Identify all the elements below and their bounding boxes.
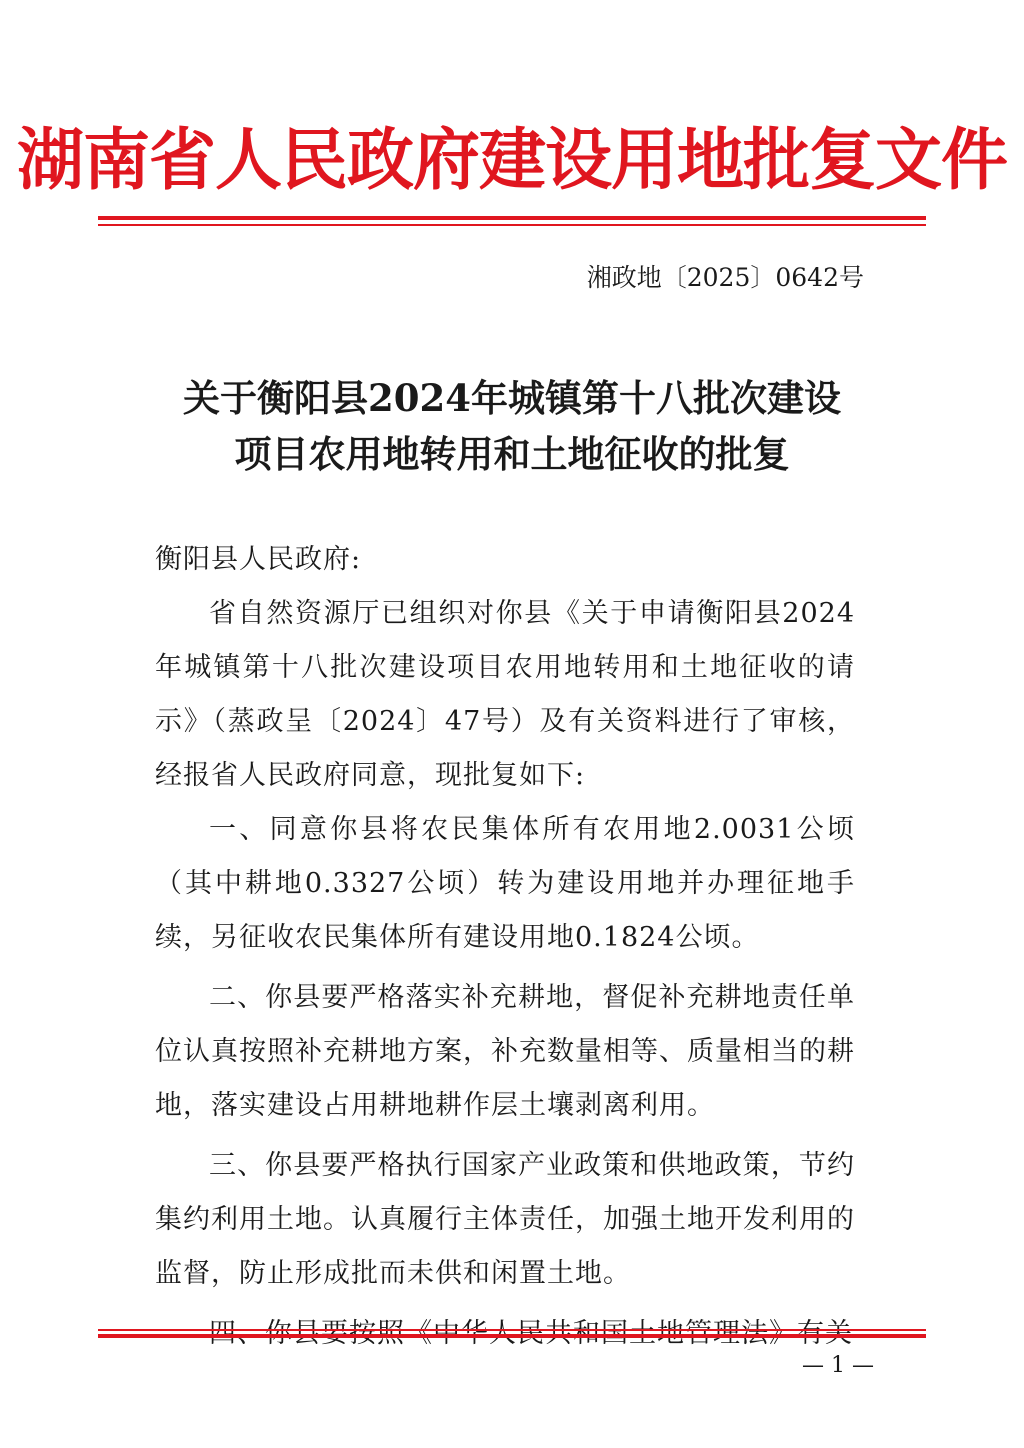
title-line-2: 项目农用地转用和土地征收的批复	[234, 432, 790, 476]
paragraph-item-2: 二、你县要严格落实补充耕地，督促补充耕地责任单位认真按照补充耕地方案，补充数量相等、质量相当的耕地，落实建设占用耕地耕作层土壤剥离利用。	[155, 982, 855, 1121]
document-title	[0, 370, 1024, 482]
footer-rule-thin	[98, 1329, 926, 1331]
addressee: 衡阳县人民政府:	[155, 544, 362, 575]
title-line-1: 关于衡阳县2024年城镇第十八批次建设	[183, 376, 841, 420]
footer-rule-thick	[98, 1334, 926, 1338]
document-number: 湘政地〔2025〕0642号	[586, 263, 864, 292]
header-rule-thick	[98, 216, 926, 220]
page-number: — 1 —	[802, 1353, 874, 1378]
paragraph-item-3: 三、你县要严格执行国家产业政策和供地政策，节约集约利用土地。认真履行主体责任，加强土地开发利用的监督，防止形成批而未供和闲置土地。	[155, 1150, 855, 1289]
document-body	[155, 533, 855, 1361]
paragraph-item-1: 一、同意你县将农民集体所有农用地2.0031公顷（其中耕地0.3327公顷）转为建设用地并办理征地手续，另征收农民集体所有建设用地0.1824公顷。	[155, 814, 855, 953]
masthead-title: 湖南省人民政府建设用地批复文件	[17, 121, 1007, 199]
paragraph-intro: 省自然资源厅已组织对你县《关于申请衡阳县2024年城镇第十八批次建设项目农用地转用和土地征收的请示》（蒸政呈〔2024〕47号）及有关资料进行了审核，经报省人民政府同意，现批复如下:	[155, 598, 855, 791]
header-rule-thin	[98, 224, 926, 226]
